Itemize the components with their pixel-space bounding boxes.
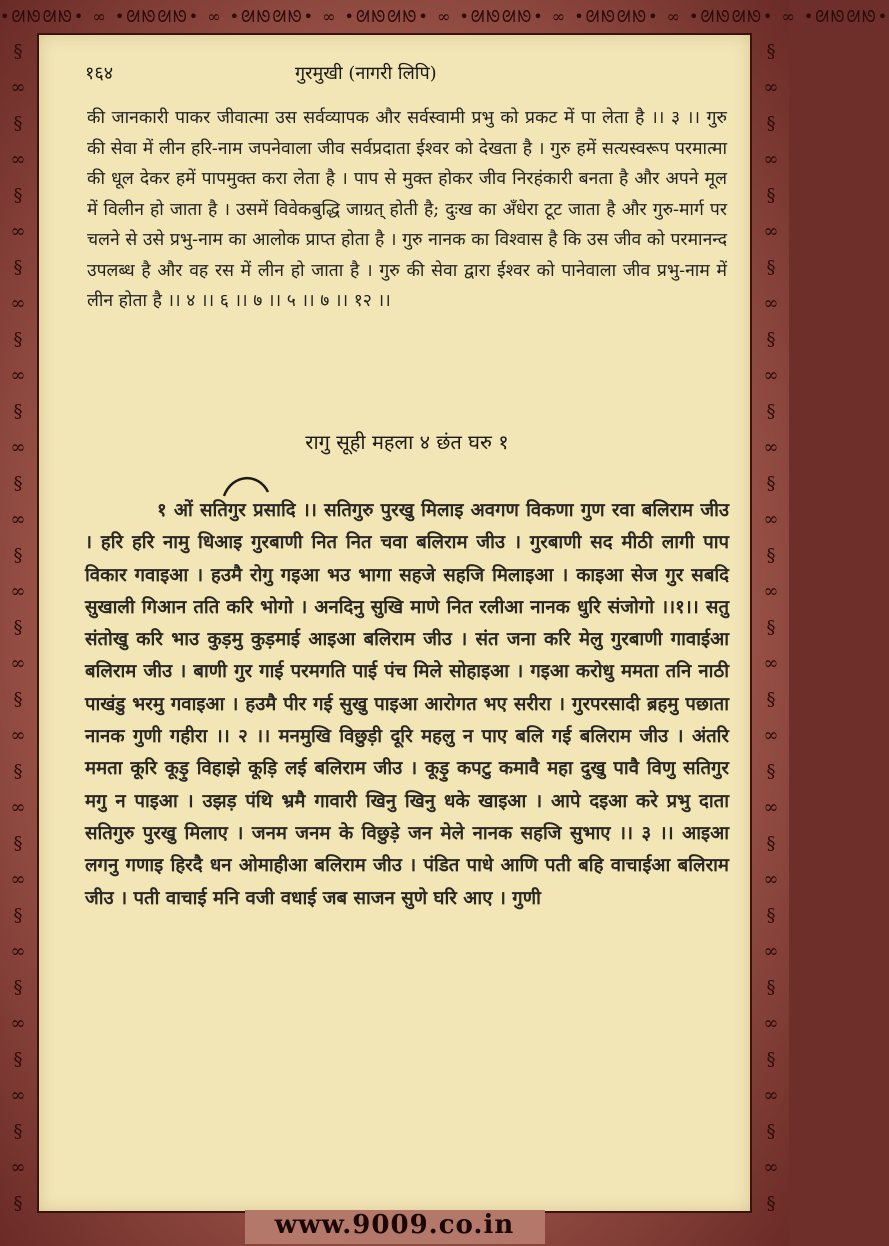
page-header xyxy=(85,61,705,91)
section-heading: रागु सूही महला ४ छंत घरु १ xyxy=(305,430,509,454)
running-title: गुरमुखी (नागरी लिपि) xyxy=(295,63,437,84)
right-border-ornament-icon: § ∞ § ∞ § ∞ § ∞ § ∞ § ∞ § ∞ § ∞ § ∞ § ∞ § ∞ § ∞ § ∞ § ∞ § ∞ § ∞ § xyxy=(763,41,779,1214)
page-number: १६४ xyxy=(85,63,114,84)
scanned-page xyxy=(37,33,752,1213)
left-border-ornament-icon: § ∞ § ∞ § ∞ § ∞ § ∞ § ∞ § ∞ § ∞ § ∞ § ∞ § ∞ § ∞ § ∞ § ∞ § ∞ § ∞ § xyxy=(10,41,26,1214)
top-border-ornament-icon: •ᘛᘚᘛᘚ• ∞ •ᘛᘚᘛᘚ• ∞ •ᘛᘚᘛᘚ• ∞ •ᘛᘚᘛᘚ• ∞ •ᘛᘚᘛᘚ• ∞ •ᘛᘚᘛᘚ• ∞ •ᘛᘚᘛᘚ• ∞ •ᘛᘚᘛᘚ• xyxy=(0,7,889,26)
verse-paragraph: १ ओं सतिगुर प्रसादि ।। सतिगुरु पुरखु मिलाइ अवगण विकणा गुण रवा बलिराम जीउ । हरि हरि नामु धिआइ गुरबाणी नित नित चवा बलिराम जीउ । गुरबाणी सद मीठी लागी पाप विकार गवाइआ । हउमै रोगु गइआ भउ भागा सहजे सहजि मिलाइआ । काइआ सेज गुर सबदि सुखाली गिआन तति करि भोगो । अनदिनु सुखि माणे नित रलीआ नानक धुरि संजोगो ।।१।। सतु संतोखु करि भाउ कुड़मु कुड़माई आइआ बलिराम जीउ । संत जना करि मेलु गुरबाणी गावाईआ बलिराम जीउ । बाणी गुर गाई परमगति पाई पंच मिले सोहाइआ । गइआ करोधु ममता तनि नाठी पाखंडु भरमु गवाइआ । हउमै पीर गई सुखु पाइआ आरोगत भए सरीरा । गुरपरसादी ब्रहमु पछाता नानक गुणी गहीरा ।। २ ।। मनमुखि विछुड़ी दूरि महलु न पाए बलि गई बलिराम जीउ । अंतरि ममता कूरि कूड़ु विहाझे कूड़ि लई बलिराम जीउ । कूड़ु कपटु कमावै महा दुखु पावै विणु सतिगुर मगु न पाइआ । उझड़ पंथि भ्रमै गावारी खिनु खिनु धके खाइआ । आपे दइआ करे प्रभु दाता सतिगुरु पुरखु मिलाए । जनम जनम के विछुड़े जन मेले नानक सहजि सुभाए ।। ३ ।। आइआ लगनु गणाइ हिरदै धन ओमाहीआ बलिराम जीउ । पंडित पाधे आणि पती बहि वाचाईआ बलिराम जीउ । पती वाचाई मनि वजी वधाई जब साजन सुणे घरि आए । गुणी xyxy=(85,500,729,909)
commentary-paragraph: की जानकारी पाकर जीवात्मा उस सर्वव्यापक और सर्वस्वामी प्रभु को प्रकट में पा लेता है ।। ३ ।। गुरु की सेवा में लीन हरि-नाम जपनेवाला जीव सर्वप्रदाता ईश्वर को देखता है । गुरु हमें सत्यस्वरूप परमात्मा की धूल देकर हमें पापमुक्त करा लेता है । पाप से मुक्त होकर जीव निरहंकारी बनता है और अपने मूल में विलीन हो जाता है । उसमें विवेकबुद्धि जाग्रत् होती है; दुःख का अँधेरा टूट जाता है और गुरु-मार्ग पर चलने से उसे प्रभु-नाम का आलोक प्राप्त होता है । गुरु नानक का विश्वास है कि उस जीव को परमानन्द उपलब्ध है और वह रस में लीन हो जाता है । गुरु की सेवा द्वारा ईश्वर को पानेवाला जीव प्रभु-नाम में लीन होता है ।। ४ ।। ६ ।। ७ ।। ५ ।। ७ ।। १२ ।। xyxy=(87,108,727,311)
ek-onkar-arc-icon xyxy=(220,470,272,498)
footer-website-link[interactable]: www.9009.co.in xyxy=(274,1210,515,1240)
commentary-block xyxy=(87,103,727,317)
verse-block xyxy=(85,495,729,915)
